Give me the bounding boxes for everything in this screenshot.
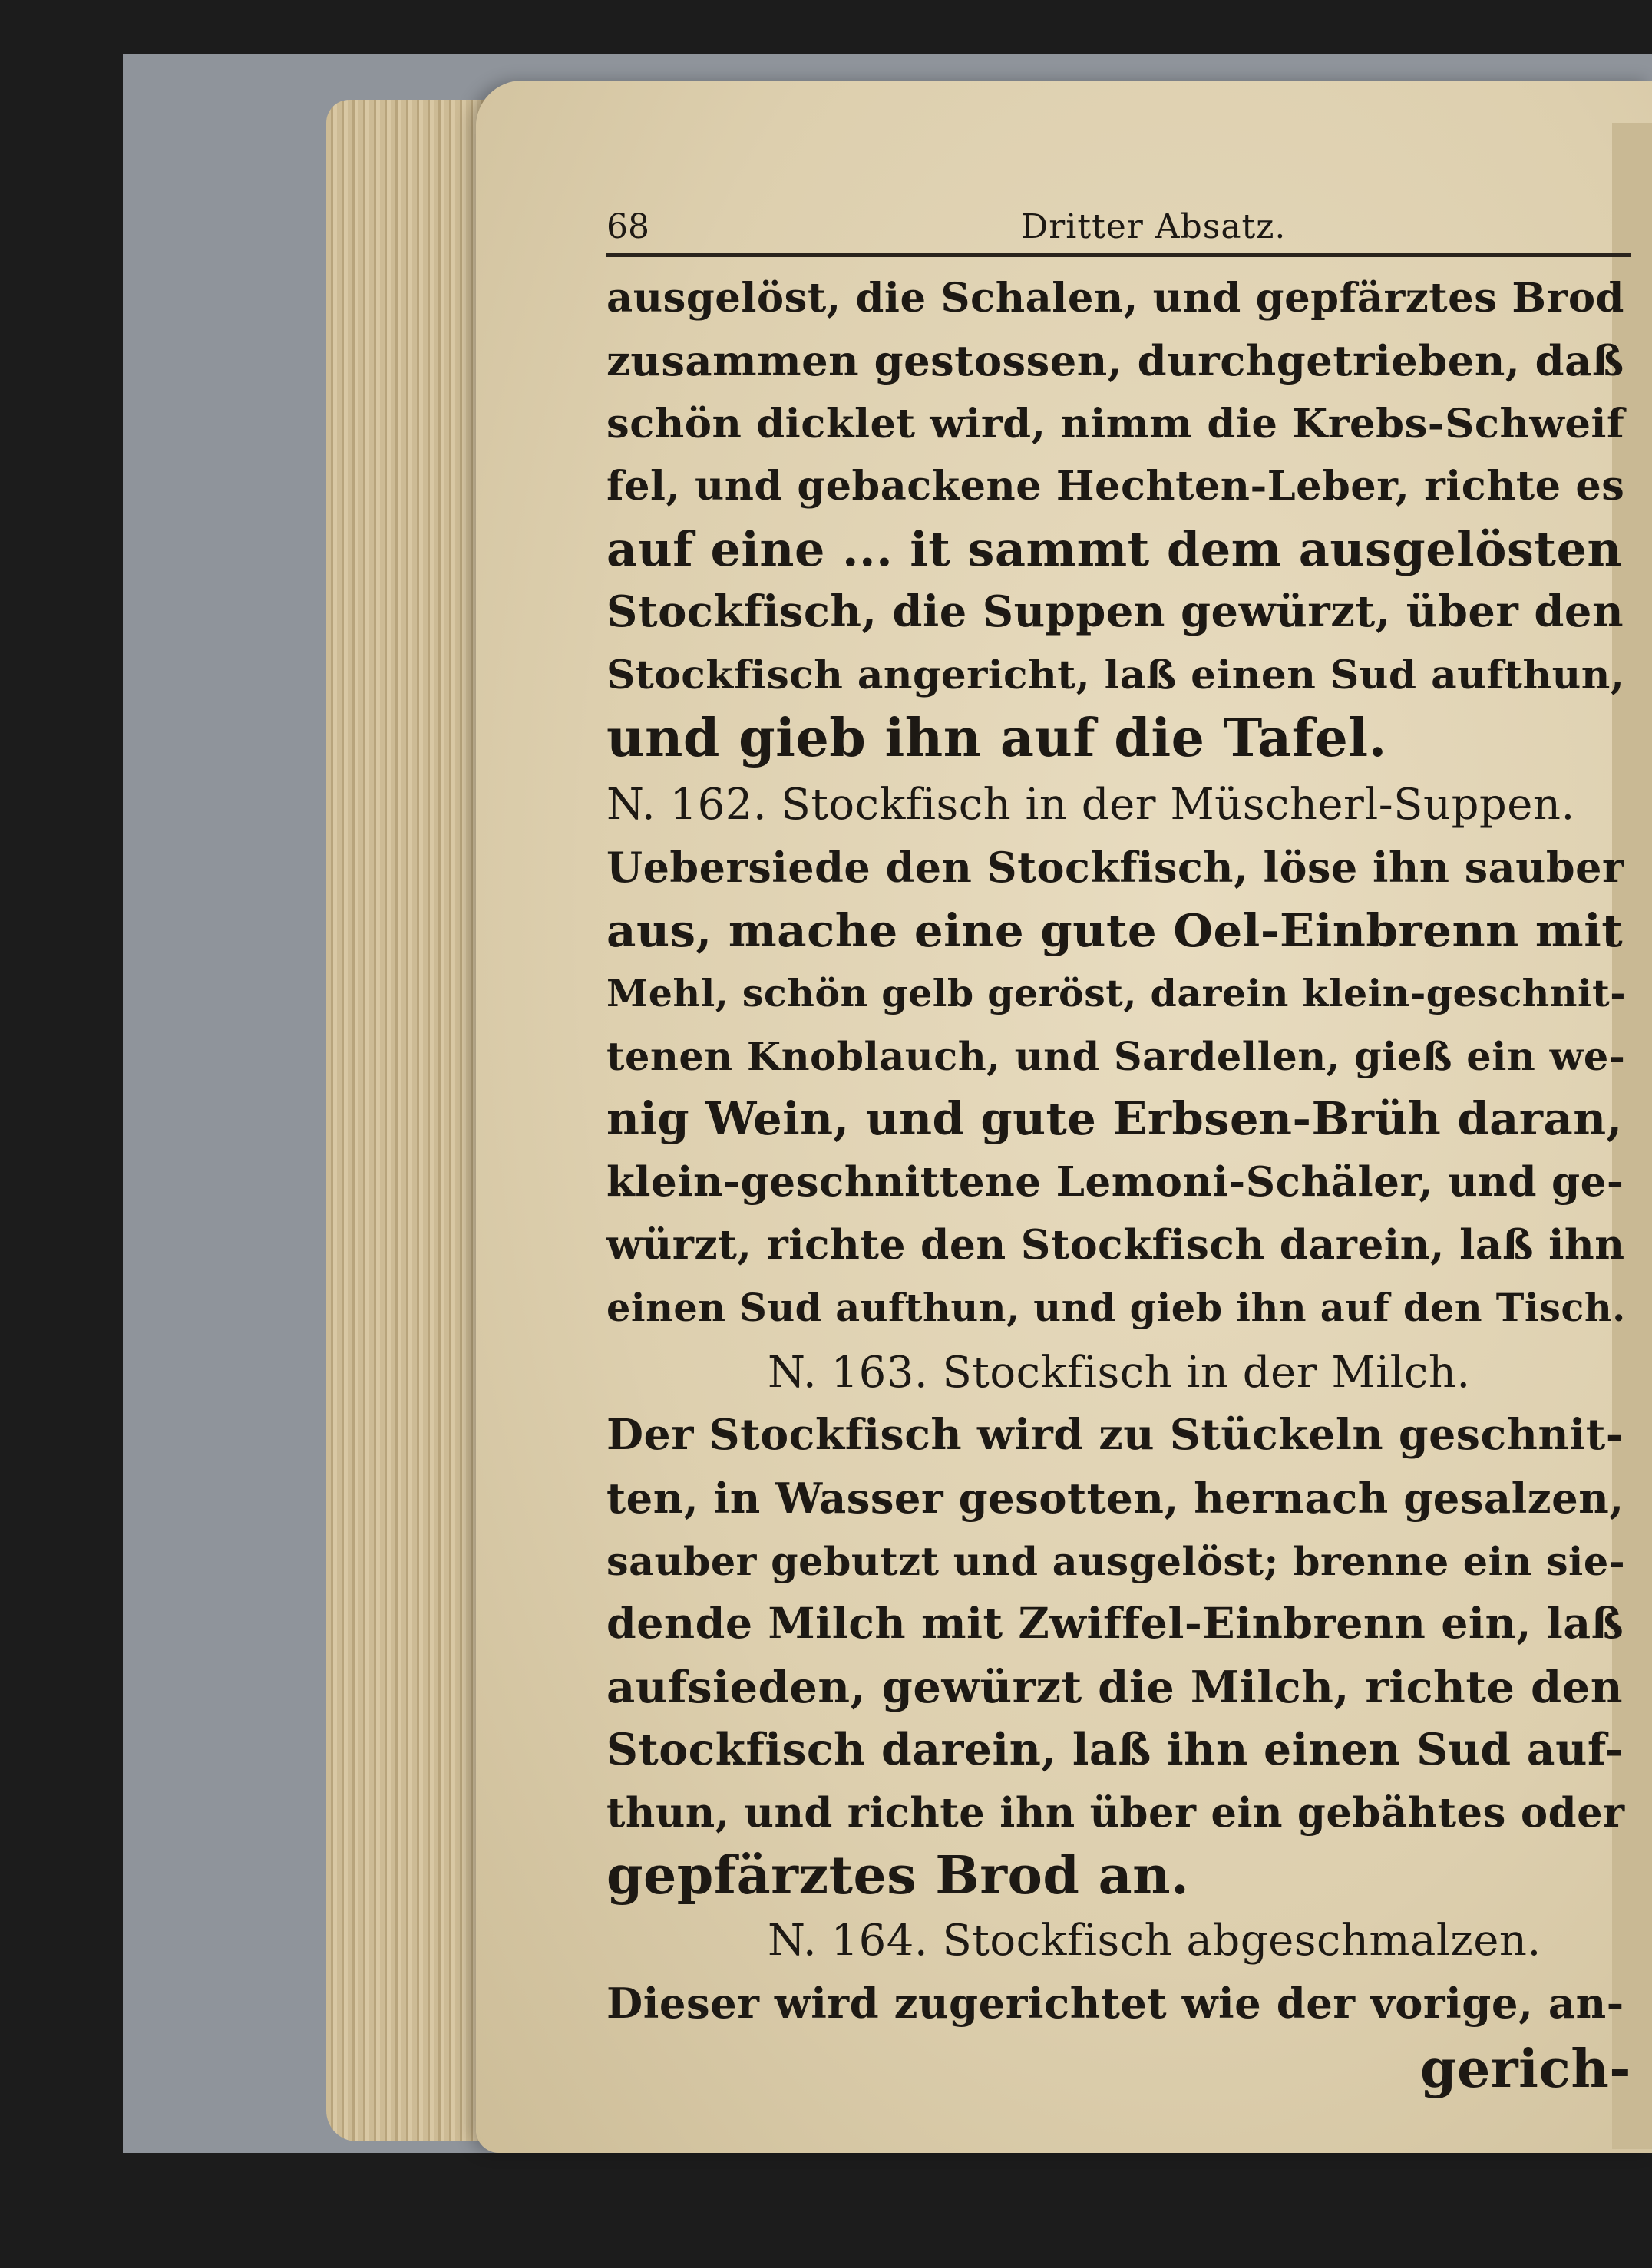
text-line: Stockfisch, die Suppen gewürzt, über den	[606, 587, 1624, 637]
text-line: Mehl, schön gelb geröst, darein klein-geschnit-	[606, 971, 1627, 1015]
text-line: zusammen gestossen, durchgetrieben, daß	[606, 336, 1624, 385]
text-line: Stockfisch darein, laß ihn einen Sud auf-	[606, 1725, 1624, 1775]
text-line: Dieser wird zugerichtet wie der vorige, an-	[606, 1979, 1624, 2028]
text-line: fel, und gebackene Hechten-Leber, richte es	[606, 463, 1625, 510]
text-line: gepfärztes Brod an.	[606, 1845, 1190, 1907]
recipe-heading: N. 162. Stockfisch in der Müscherl-Suppen.	[606, 780, 1575, 830]
catchword: gerich-	[1419, 2039, 1631, 2100]
text-line: Stockfisch angericht, laß einen Sud aufthun,	[606, 652, 1625, 698]
running-head-title: Dritter Absatz.	[1021, 207, 1287, 246]
text-line: auf eine ... it sammt dem ausgelösten	[606, 521, 1622, 577]
text-line: schön dicklet wird, nimm die Krebs-Schweif	[606, 400, 1625, 447]
text-line: aufsieden, gewürzt die Milch, richte den	[606, 1661, 1624, 1713]
text-line: und gieb ihn auf die Tafel.	[606, 708, 1387, 769]
recipe-164	[606, 1910, 1631, 2035]
recipe-heading: N. 163. Stockfisch in der Milch.	[768, 1348, 1471, 1398]
text-line: dende Milch mit Zwiffel-Einbrenn ein, laß	[606, 1599, 1624, 1649]
text-line: aus, mache eine gute Oel-Einbrenn mit	[606, 903, 1624, 957]
text-line: sauber gebutzt und ausgelöst; brenne ein sie-	[606, 1538, 1626, 1584]
text-line: Der Stockfisch wird zu Stückeln geschnit-	[606, 1410, 1624, 1460]
text-line: thun, und richte ihn über ein gebähtes oder	[606, 1789, 1625, 1837]
recipe-162	[606, 774, 1631, 1339]
text-line: würzt, richte den Stockfisch darein, laß ihn	[606, 1220, 1625, 1269]
text-line: klein-geschnittene Lemoni-Schäler, und ge-	[606, 1157, 1624, 1206]
text-line: Uebersiede den Stockfisch, löse ihn sauber	[606, 843, 1624, 892]
text-line: ausgelöst, die Schalen, und gepfärztes Brod	[606, 274, 1624, 322]
page-content	[606, 192, 1631, 2101]
recipe-heading: N. 164. Stockfisch abgeschmalzen.	[768, 1916, 1541, 1966]
intro-text	[606, 266, 1631, 770]
recipe-163	[606, 1342, 1631, 1907]
text-line: tenen Knoblauch, und Sardellen, gieß ein we-	[606, 1033, 1626, 1079]
text-line: nig Wein, und gute Erbsen-Brüh daran,	[606, 1092, 1623, 1145]
text-line: ten, in Wasser gesotten, hernach gesalzen,	[606, 1474, 1624, 1523]
text-line: einen Sud aufthun, und gieb ihn auf den Tisch.	[606, 1286, 1626, 1330]
running-head	[606, 192, 1631, 257]
page-number: 68	[606, 207, 649, 246]
